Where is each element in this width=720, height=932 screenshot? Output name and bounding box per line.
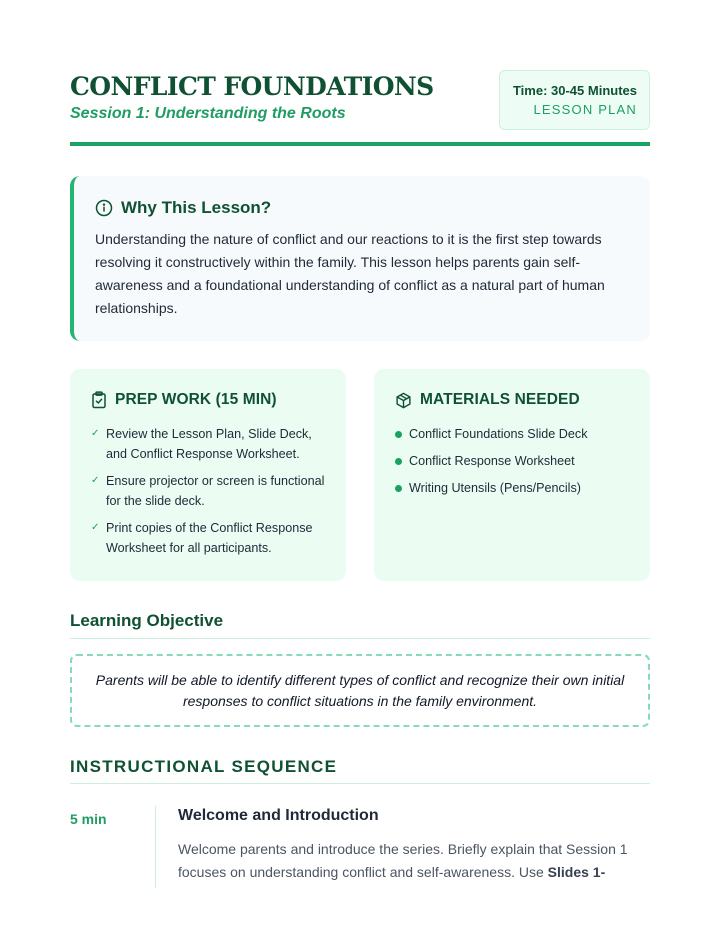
page-title: CONFLICT FOUNDATIONS (70, 72, 434, 101)
prep-item: ✓ Review the Lesson Plan, Slide Deck, and Conflict Response Worksheet. (91, 424, 326, 464)
bullet-dot-icon (395, 458, 402, 465)
materials-heading (395, 391, 630, 409)
prep-title: PREP WORK (15 MIN) (115, 391, 277, 408)
info-circle-icon (95, 199, 113, 217)
page-subtitle: Session 1: Understanding the Roots (70, 105, 346, 122)
step-duration: 5 min (70, 811, 107, 827)
why-heading (95, 198, 628, 218)
check-icon: ✓ (91, 522, 100, 533)
prep-item: ✓ Print copies of the Conflict Response Worksheet for all participants. (91, 518, 326, 558)
time-label: Time: 30-45 Minutes (512, 83, 637, 98)
prep-work-card (70, 369, 346, 581)
prep-item: ✓ Ensure projector or screen is functional for the slide deck. (91, 471, 326, 511)
objective-divider (70, 638, 650, 639)
materials-title: MATERIALS NEEDED (420, 391, 580, 408)
objective-heading: Learning Objective (70, 611, 224, 630)
why-title: Why This Lesson? (121, 198, 272, 217)
step-title: Welcome and Introduction (178, 807, 379, 824)
timeline-line (155, 806, 156, 888)
sequence-step (178, 807, 650, 884)
materials-item: Conflict Response Worksheet (395, 451, 630, 471)
bullet-dot-icon (395, 485, 402, 492)
doc-type-label: LESSON PLAN (533, 102, 637, 117)
package-box-icon (395, 392, 412, 409)
prep-list (91, 424, 326, 558)
check-icon: ✓ (91, 428, 100, 439)
step-description: Welcome parents and introduce the series. Briefly explain that Session 1 focuses on understanding conflict and self-awareness. Use Slides 1- (178, 841, 628, 880)
prep-heading (91, 391, 326, 409)
clipboard-check-icon (91, 391, 107, 409)
header (70, 70, 650, 130)
materials-card (374, 369, 650, 581)
materials-item: Writing Utensils (Pens/Pencils) (395, 478, 630, 498)
why-body: Understanding the nature of conflict and our reactions to it is the first step towards resolving it constructively within the family. This lesson helps parents gain self-awareness and a foundational understanding of conflict as a natural part of human relationships. (95, 231, 605, 316)
sequence-divider (70, 783, 650, 784)
header-divider (70, 142, 650, 146)
slide-reference: Slides 1- (547, 864, 606, 880)
objective-box: Parents will be able to identify different types of conflict and recognize their own initial responses to conflict situations in the family environment. (70, 654, 650, 727)
sequence-heading: INSTRUCTIONAL SEQUENCE (70, 757, 338, 776)
time-badge (499, 70, 650, 130)
why-lesson-panel (70, 176, 650, 341)
materials-item: Conflict Foundations Slide Deck (395, 424, 630, 444)
bullet-dot-icon (395, 431, 402, 438)
materials-list (395, 424, 630, 498)
check-icon: ✓ (91, 475, 100, 486)
